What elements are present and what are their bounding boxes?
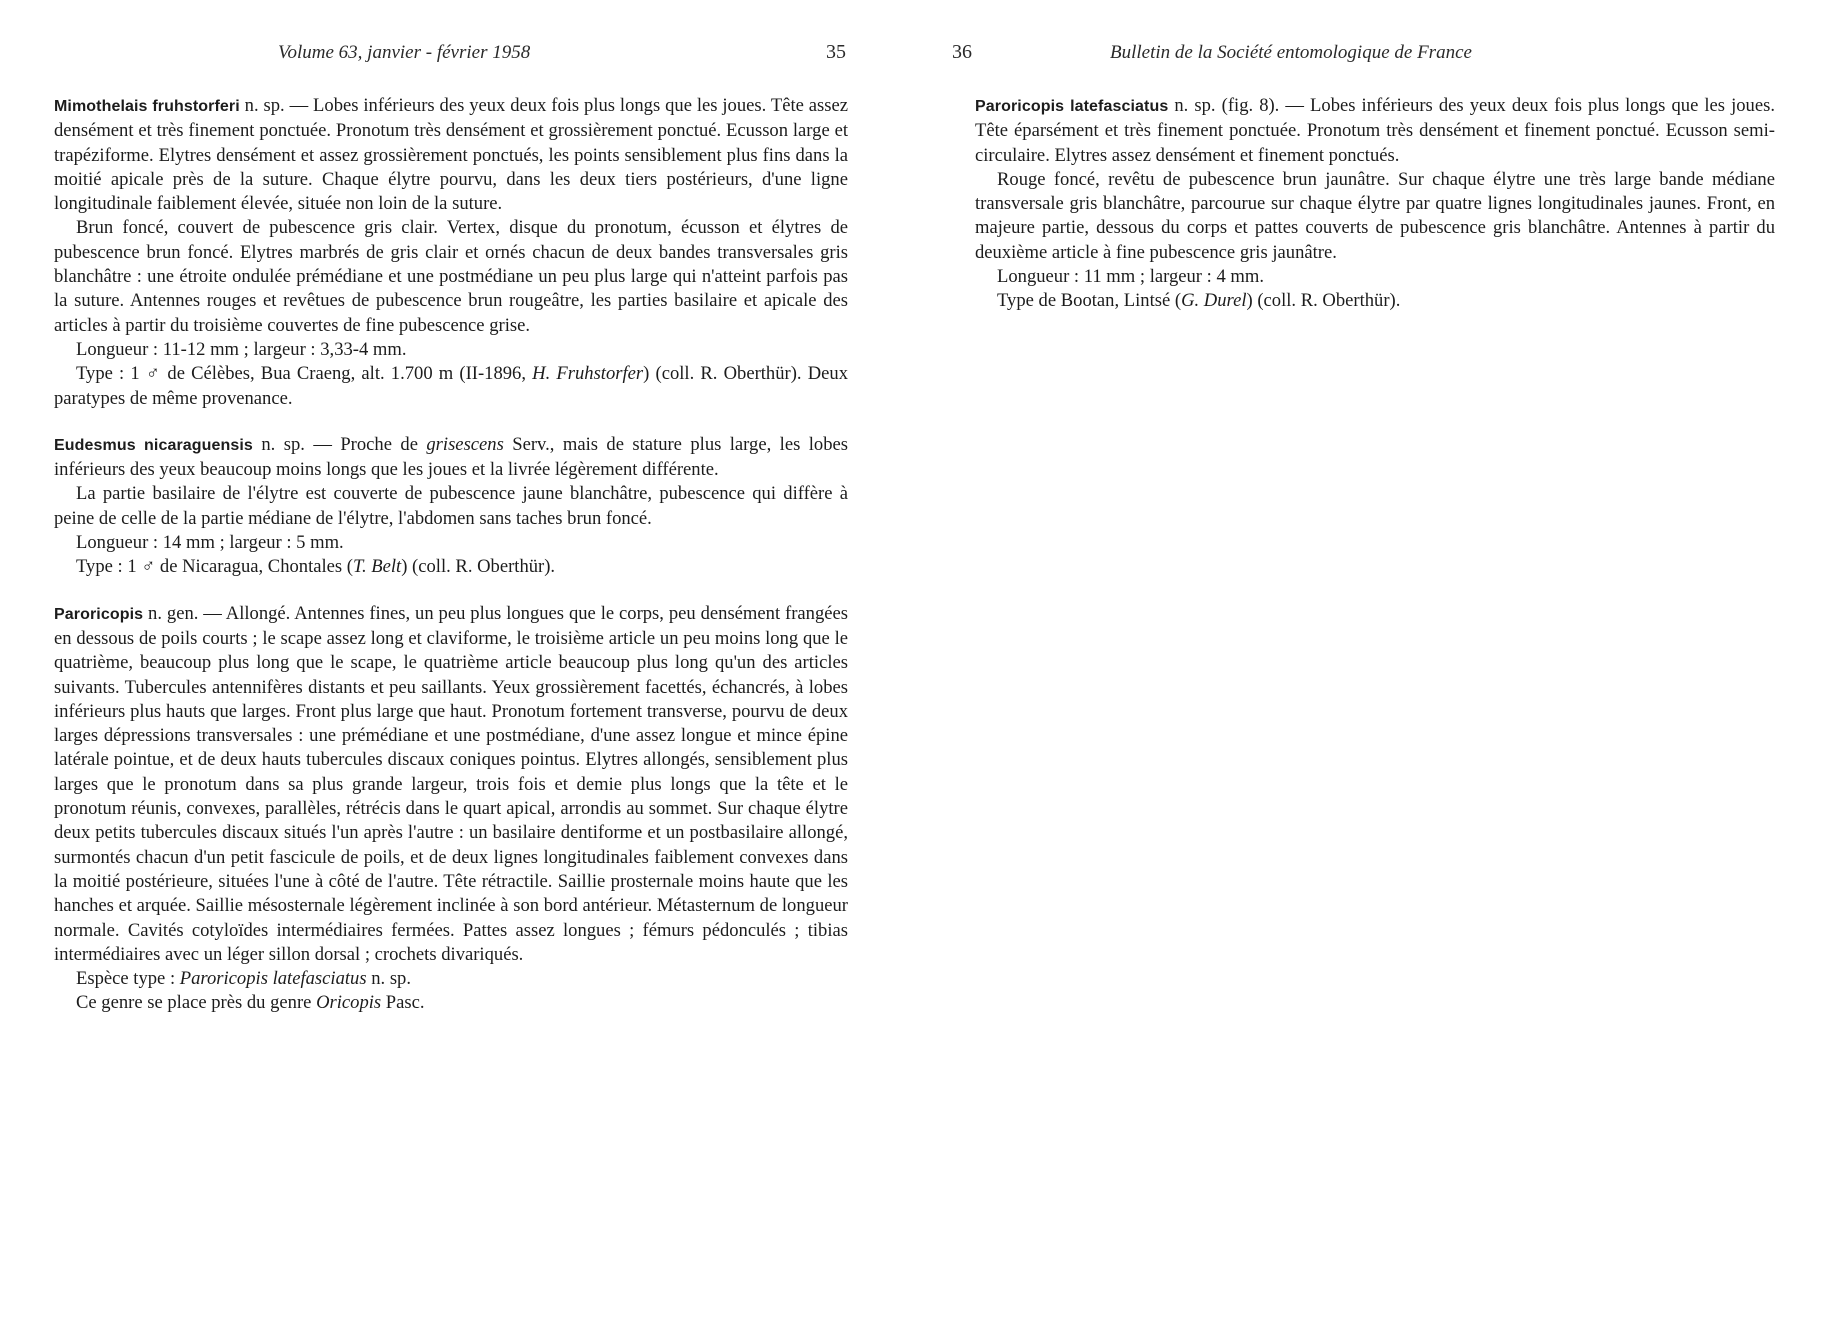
paragraph — [975, 94, 1775, 168]
measurements: Longueur : 11-12 mm ; largeur : 3,33-4 mm. — [76, 338, 407, 360]
collector-name: H. Fruhstorfer — [532, 363, 644, 385]
measurements: Longueur : 11 mm ; largeur : 4 mm. — [997, 266, 1264, 288]
genus-note — [54, 991, 848, 1015]
type-text: Espèce type : — [76, 968, 180, 990]
text-column — [975, 94, 1775, 314]
type-text: Type : 1 ♂ de Célèbes, Bua Craeng, alt. 1.700 m (II-1896, — [76, 363, 533, 385]
type-text: Pasc. — [381, 992, 425, 1014]
type-text: ) (coll. R. Oberthür). — [401, 556, 556, 578]
paragraph: Brun foncé, couvert de pubescence gris clair. Vertex, disque du pronotum, écusson et élytres de pubescence brun foncé. Elytres marbrés de gris clair et ornés chacun de deux bandes transversales gris blanchâtre : une étroite ondulée prémédiane et une postmédiane un peu plus large qui n'atteint parfois pas la suture. Antennes rouges et revêtues de pubescence brun rougeâtre, les parties basilaire et apicale des articles à partir du troisième couvertes de fine pubescence grise. — [54, 217, 848, 336]
type-text: ) (coll. R. Oberthür). Deux paratypes de même provenance. — [54, 363, 848, 409]
genus-name: Oricopis — [316, 992, 382, 1014]
taxon-name: Paroricopis — [54, 605, 144, 623]
paragraph: La partie basilaire de l'élytre est couverte de pubescence jaune blanchâtre, pubescence qui diffère à peine de celle de la partie médiane de l'élytre, l'abdomen sans taches brun foncé. — [54, 483, 848, 529]
type-text: Type : 1 ♂ de Nicaragua, Chontales ( — [76, 556, 353, 578]
collector-name: G. Durel — [1181, 290, 1247, 312]
running-header: Volume 63, janvier - février 1958 — [278, 42, 531, 63]
running-header: Bulletin de la Société entomologique de France — [1110, 42, 1472, 63]
type-text: n. sp. — [366, 968, 412, 990]
paragraph: Rouge foncé, revêtu de pubescence brun jaunâtre. Sur chaque élytre une très large bande médiane transversale gris blanchâtre, parcourue sur chaque élytre par quatre lignes longitudinales jaunes. Front, en majeure partie, dessous du corps et pattes couverts de pubescence gris blanchâtre. Antennes à partir du deuxième article à fine pubescence gris jaunâtre. — [975, 168, 1775, 263]
description-text: n. sp. — Proche de — [252, 433, 427, 455]
type-locality — [975, 289, 1775, 313]
taxon-name: Mimothelais fruhstorferi — [54, 98, 240, 115]
description-text: Serv., mais de stature plus large, les lobes inférieurs des yeux beaucoup moins longs que les joues et la livrée légèrement différente. — [54, 433, 848, 481]
type-text: ) (coll. R. Oberthür). — [1246, 290, 1401, 312]
description-text: n. sp. (fig. 8). — Lobes inférieurs des yeux deux fois plus longs que les joues. Tête éparsément et très finement ponctuée. Pronotum très densément et finement ponctué. Ecusson semi-circulaire. Elytres assez densément et finement ponctués. — [975, 95, 1775, 166]
description-text: n. sp. — Lobes inférieurs des yeux deux fois plus longs que les joues. Tête assez densément et très finement ponctuée. Pronotum très densément et grossièrement ponctué. Ecusson large et trapéziforme. Elytres densément et assez grossièrement ponctués, les points sensiblement plus fins dans la moitié apicale près de la suture. Chaque élytre pourvu, dans les deux tiers postérieurs, d'une ligne longitudinale faiblement élevée, située non loin de la suture. — [54, 95, 848, 215]
page-number: 36 — [952, 41, 972, 63]
type-locality — [54, 362, 848, 411]
measurements: Longueur : 14 mm ; largeur : 5 mm. — [76, 532, 344, 554]
paragraph — [54, 94, 848, 216]
type-text: Ce genre se place près du genre — [76, 992, 317, 1014]
collector-name: T. Belt — [353, 556, 402, 578]
text-column — [54, 94, 848, 1016]
species-name: grisescens — [426, 433, 504, 455]
paragraph — [54, 433, 848, 483]
page-number: 35 — [826, 41, 846, 63]
description-text: n. gen. — Allongé. Antennes fines, un peu plus longues que le corps, peu densément frangées en dessous de poils courts ; le scape assez long et claviforme, le troisième article un peu moins long que le quatrième, beaucoup plus long que le scape, le quatrième article beaucoup plus long qu'un des articles suivants. Tubercules antennifères distants et peu saillants. Yeux grossièrement facettés, échancrés, à lobes inférieurs plus hauts que larges. Front plus large que haut. Pronotum fortement transverse, pourvu de deux larges dépressions transversales : une prémédiane et une postmédiane, d'une assez longue et mince épine latérale pointue, et de deux hauts tubercules discaux coniques pointus. Elytres allongés, sensiblement plus larges que le pronotum dans sa plus grande largeur, trois fois et demie plus longs que la tête et le pronotum réunis, convexes, parallèles, rétrécis dans le quart apical, arrondis au sommet. Sur chaque élytre deux petits tubercules discaux situés l'un après l'autre : un basilaire dentiforme et un postbasilaire allongé, surmontés chacun d'un petit fascicule de poils, et de deux lignes longitudinales faiblement convexes dans la moitié postérieure, situées l'une à côté de l'autre. Tête rétractile. Saillie prosternale moins haute que les hanches et arquée. Saillie mésosternale légèrement inclinée à son bord antérieur. Métasternum de longueur normale. Cavités cotyloïdes intermédiaires fermées. Pattes assez longues ; fémurs pédonculés ; tibias intermédiaires avec un léger sillon dorsal ; crochets divariqués. — [54, 602, 848, 965]
paragraph — [54, 602, 848, 967]
type-locality — [54, 555, 848, 579]
right-page — [910, 0, 1821, 1339]
species-name: Paroricopis latefasciatus — [179, 968, 367, 990]
taxon-name: Paroricopis latefasciatus — [975, 98, 1169, 115]
taxon-name: Eudesmus nicaraguensis — [54, 436, 253, 454]
type-species — [54, 967, 848, 991]
left-page — [0, 0, 910, 1339]
type-text: Type de Bootan, Lintsé ( — [997, 290, 1182, 312]
